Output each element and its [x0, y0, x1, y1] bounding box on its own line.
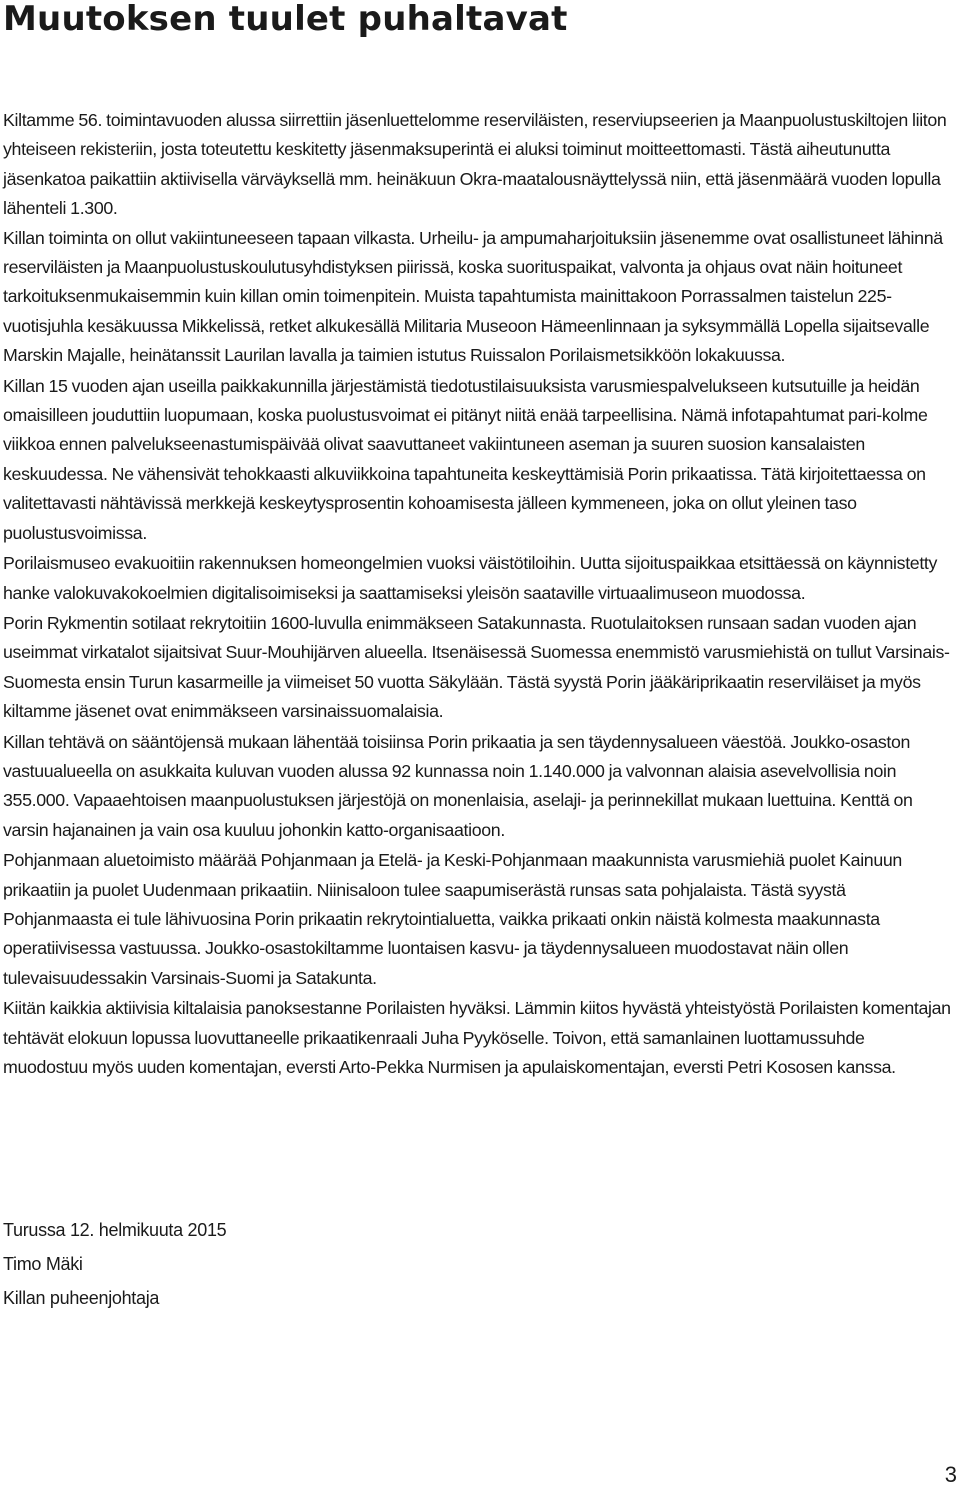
signature-role: Killan puheenjohtaja [3, 1288, 160, 1308]
paragraph-regiment-history: Porin Rykmentin sotilaat rekrytoitiin 1600-luvulla enimmäkseen Satakunnasta. Ruotulaitoksen runsaan sadan vuoden ajan useimmat virkatalot sijaitsivat Suur-Mouhijärven alueella. Itsenäisessä Suomessa enemmistö varusmiehistä on tullut Varsinais-Suomesta ensin Turun kasarmeille ja viimeiset 50 vuotta Säkylään. Tästä syystä Porin jääkäriprikaatin reserviläiset ja myös kiltamme jäsenet ovat enimmäkseen varsinaissuomalaisia. [3, 612, 950, 722]
paragraph-guild-activities: Killan toiminta on ollut vakiintuneeseen tapaan vilkasta. Urheilu- ja ampumaharjoituksiin jäsenemme ovat osallistuneet lähinnä reserviläisten ja Maanpuolustuskoulutusyhdistyksen piirissä, koska suorituspaikat, valvonta ja ohjaus ovat näin hoituneet tarkoituksenmukaisemmin kuin killan omin toimenpitein. Muista tapahtumista mainittakoon Porrassalmen taistelun 225-vuotisjuhla kesäkuussa Mikkelissä, retket alkukesällä Militaria Museoon Hämeenlinnaan ja syksymmällä Lopella sijaitsevalle Marskin Majalle, heinätanssit Laurilan lavalla ja taimien istutus Ruissalon Porilaismetsikköön lokakuussa. [3, 227, 943, 366]
signature-name: Timo Mäki [3, 1254, 83, 1274]
paragraph-ostrobothnia: Pohjanmaan aluetoimisto määrää Pohjanmaan ja Etelä- ja Keski-Pohjanmaan maakunnista varusmiehiä puolet Kainuun prikaatiin ja puolet Uudenmaan prikaatiin. Niinisaloon tulee saapumiserästä runsas sata pohjalaista. Tästä syystä Pohjanmaasta ei tule lähivuosina Porin prikaatin rekrytointialuetta, vaikka prikaati onkin näistä kolmesta maakunnasta operatiivisessa vastuussa. Joukko-osastokiltamme luontaisen kasvu- ja täydennysalueen muodostavat näin ollen tulevaisuudessakin Varsinais-Suomi ja Satakunta. [3, 850, 902, 988]
page-title: Muutoksen tuulet puhaltavat [3, 0, 568, 39]
article-body [3, 106, 951, 1083]
signature-block [3, 1213, 226, 1315]
page-number: 3 [944, 1462, 957, 1487]
paragraph-guild-task: Killan tehtävä on sääntöjensä mukaan lähentää toisiinsa Porin prikaatia ja sen täydennysalueen väestöä. Joukko-osaston vastuualueella on asukkaita kuluvan vuoden alussa 92 kunnassa noin 1.140.000 ja valvonnan alaisia asevelvollisia noin 355.000. Vapaaehtoisen maanpuolustuksen järjestöjä on monenlaisia, aselaji- ja perinnekillat mukaan luettuina. Kenttä on varsin hajanainen ja vain osa kuuluu johonkin katto-organisaatioon. [3, 731, 913, 840]
signature-place-date: Turussa 12. helmikuuta 2015 [3, 1220, 227, 1240]
paragraph-thanks: Kiitän kaikkia aktiivisia kiltalaisia panoksestanne Porilaisten hyväksi. Lämmin kiitos hyvästä yhteistyöstä Porilaisten komentajan tehtävät elokuun lopussa luovuttaneelle prikaatikenraali Juha Pyyköselle. Toivon, että samanlainen luottamussuhde muodostuu myös uuden komentajan, eversti Arto-Pekka Nurmisen ja apulaiskomentajan, eversti Petri Kososen kanssa. [3, 998, 951, 1077]
paragraph-info-events: Killan 15 vuoden ajan useilla paikkakunnilla järjestämistä tiedotustilaisuuksista varusmiespalvelukseen kutsutuille ja heidän omaisilleen jouduttiin luopumaan, koska puolustusvoimat ei pitänyt niitä enää tarpeellisina. Nämä infotapahtumat pari-kolme viikkoa ennen palvelukseenastumispäivää olivat saavuttaneet vakiintuneen aseman ja suuren suosion kansalaisten keskuudessa. Ne vähensivät tehokkaasti alkuviikkoina tapahtuneita keskeyttämisiä Porin prikaatissa. Tätä kirjoitettaessa on valitettavasti nähtävissä merkkejä keskeytysprosentin kohoamisesta jälleen kymmeneen, joka on ollut yleinen taso puolustusvoimissa. [3, 375, 928, 543]
paragraph-museum: Porilaismuseo evakuoitiin rakennuksen homeongelmien vuoksi väistötiloihin. Uutta sijoituspaikkaa etsittäessä on käynnistetty hanke valokuvakokoelmien digitalisoimiseksi ja saattamiseksi yleisön saataville virtuaalimuseon muodossa. [3, 553, 938, 603]
paragraph-membership-register: Kiltamme 56. toimintavuoden alussa siirrettiin jäsenluettelomme reserviläisten, reserviupseerien ja Maanpuolustuskiltojen liiton yhteiseen rekisteriin, josta toteutettu keskitetty jäsenmaksuperintä ei aluksi toiminut moitteettomasti. Tästä aiheutunutta jäsenkatoa paikattiin aktiivisella värväyksellä mm. heinäkuun Okra-maatalousnäyttelyssä niin, että jäsenmäärä vuoden lopulla lähenteli 1.300. [3, 110, 947, 219]
